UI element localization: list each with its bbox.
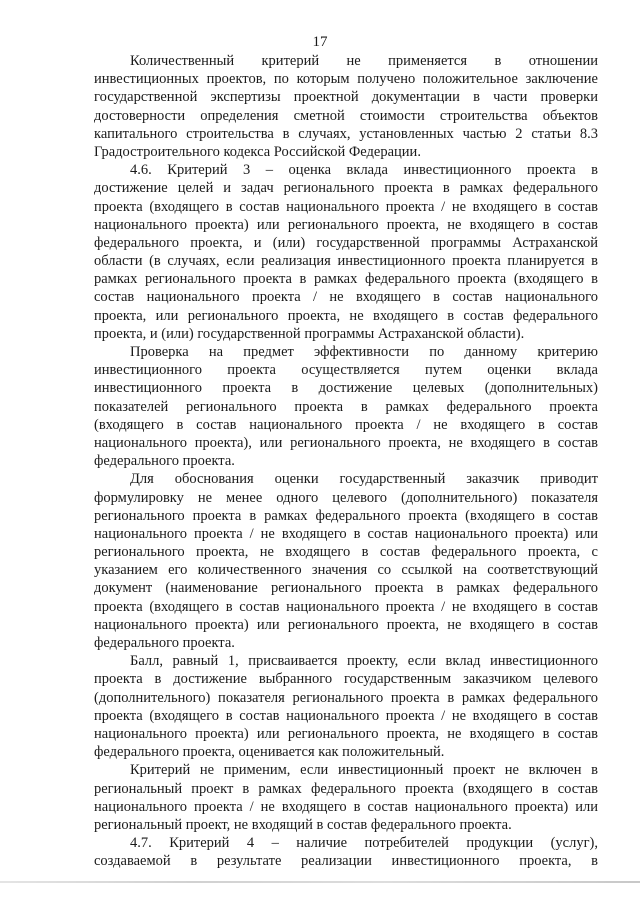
- paragraph-line: проекта (входящего в состав национального проекта / не входящего в состав: [94, 198, 598, 215]
- paragraph-line: достоверности определения сметной стоимости строительства объектов: [94, 107, 598, 124]
- paragraph-line: федерального проекта.: [94, 453, 235, 470]
- paragraph-line: Проверка на предмет эффективности по данному критерию: [130, 344, 598, 360]
- paragraph-line: области (в случаях, если реализация инвестиционного проекта планируется в: [94, 253, 598, 270]
- paragraph-line: 4.6. Критерий 3 – оценка вклада инвестиционного проекта в: [130, 162, 598, 179]
- paragraph-line: формулировку не менее одного целевого (дополнительного) показателя: [94, 489, 598, 506]
- paragraph-line: рамках регионального проекта в рамках федерального проекта (входящего в: [94, 271, 598, 288]
- paragraph-line: федерального проекта.: [94, 635, 235, 651]
- paragraph-line: государственной экспертизы проектной документации в части проверки: [94, 89, 598, 106]
- paragraph-line: 4.7. Критерий 4 – наличие потребителей продукции (услуг),: [130, 835, 598, 852]
- paragraph-line: национального проекта) или регионального проекта, не входящего в состав: [94, 616, 598, 633]
- paragraph-line: федерального проекта, и (или) государственной программы Астраханской: [94, 234, 598, 251]
- paragraph-line: Балл, равный 1, присваивается проекту, если вклад инвестиционного: [130, 653, 598, 670]
- paragraph: [94, 161, 598, 343]
- paragraph: [94, 652, 598, 761]
- paragraph: [94, 761, 598, 834]
- paragraph-line: Критерий не применим, если инвестиционный проект не включен в: [130, 762, 598, 779]
- paragraph-line: регионального проекта, не входящего в состав федерального проекта, с: [94, 544, 598, 561]
- paragraph-line: инвестиционного проекта в достижение целевых (дополнительных): [94, 380, 598, 397]
- paragraph-line: проекта (входящего в состав национального проекта / не входящего в состав: [94, 707, 598, 724]
- paragraph-line: проекта в достижение выбранного государственным заказчиком целевого: [94, 671, 598, 688]
- paragraph-line: проекта, и (или) государственной программы Астраханской области).: [94, 325, 525, 342]
- paragraph-line: национального проекта) или регионального проекта, не входящего в состав: [94, 725, 598, 742]
- paragraph-line: достижение целей и задач регионального проекта в рамках федерального: [94, 180, 598, 197]
- paragraph-line: показателей регионального проекта в рамках федерального проекта: [94, 398, 598, 415]
- paragraph-line: национального проекта / не входящего в состав национального проекта) или: [94, 798, 598, 815]
- paragraph: [94, 470, 598, 652]
- paragraph-line: инвестиционного проекта осуществляется путем оценки вклада: [94, 362, 598, 379]
- paragraph-line: Для обоснования оценки государственный заказчик приводит: [130, 471, 598, 488]
- paragraph-line: региональный проект, не входящий в состав федерального проекта.: [94, 816, 512, 833]
- paragraph-line: национального проекта / не входящего в состав национального проекта) или: [94, 525, 598, 542]
- document-body: [94, 52, 598, 870]
- paragraph-line: инвестиционных проектов, по которым получено положительное заключение: [94, 71, 598, 88]
- paragraph-line: федерального проекта, оценивается как положительный.: [94, 744, 445, 761]
- paragraph-line: регионального проекта в рамках федерального проекта (входящего в состав: [94, 507, 598, 524]
- paragraph-line: национального проекта) или регионального проекта, не входящего в состав: [94, 216, 598, 233]
- paragraph-line: (дополнительного) показателя регионального проекта в рамках федерального: [94, 689, 598, 706]
- paragraph-line: Градостроительного кодекса Российской Федерации.: [94, 143, 421, 160]
- paragraph-line: национального проекта), или регионального проекта, не входящего в состав: [94, 434, 598, 451]
- page-number: 17: [312, 34, 328, 50]
- paragraph-line: проекта, или регионального проекта, не входящего в состав федерального: [94, 307, 598, 324]
- paragraph-line: документ (наименование регионального проекта в рамках федерального: [94, 580, 598, 597]
- paragraph-line: создаваемой в результате реализации инвестиционного проекта, в: [94, 853, 598, 870]
- paragraph-line: проекта (входящего в состав национального проекта / не входящего в состав: [94, 598, 598, 615]
- paragraph-line: (входящего в состав национального проекта / не входящего в состав: [94, 416, 598, 433]
- paragraph-line: указанием его количественного значения со ссылкой на соответствующий: [94, 562, 598, 579]
- paragraph-line: состав национального проекта / не входящего в состав национального: [94, 289, 598, 306]
- paragraph-line: региональный проект в рамках федерального проекта (входящего в состав: [94, 780, 598, 797]
- paragraph: [94, 834, 598, 870]
- paragraph: [94, 52, 598, 161]
- paragraph: [94, 343, 598, 470]
- scan-edge-line: [0, 881, 640, 883]
- paragraph-line: капитального строительства в случаях, установленных частью 2 статьи 8.3: [94, 125, 598, 142]
- paragraph-line: Количественный критерий не применяется в отношении: [130, 53, 598, 69]
